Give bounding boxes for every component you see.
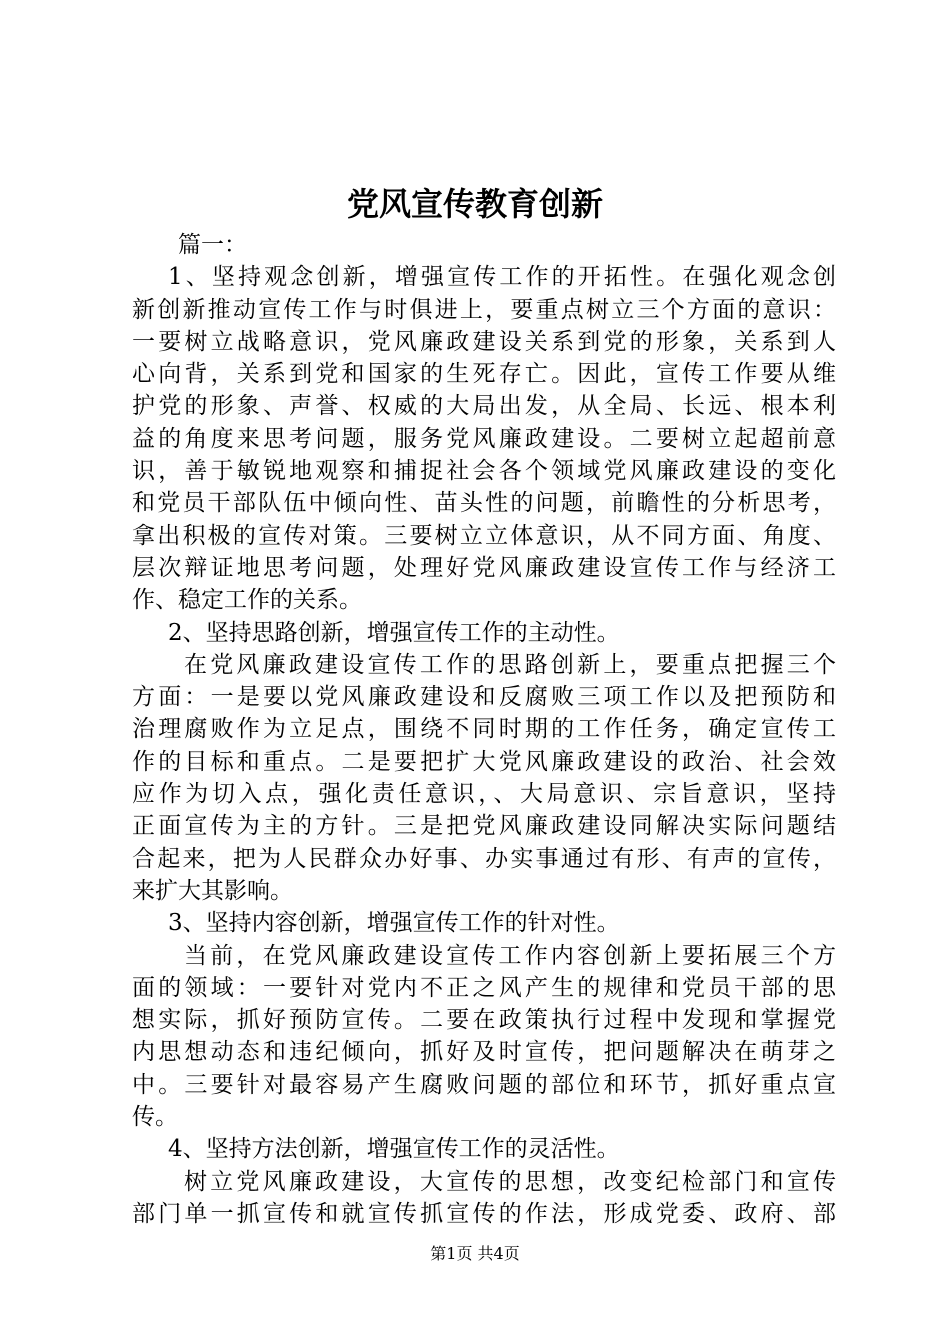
section-heading: 4、坚持方法创新，增强宣传工作的灵活性。 (168, 1136, 620, 1163)
document-body (132, 229, 836, 1230)
paragraph-line: 作、稳定工作的关系。 (132, 587, 362, 614)
paragraph-line: 层次辩证地思考问题，处理好党风廉政建设宣传工作与经济工 (132, 554, 836, 581)
paragraph-line: 心向背，关系到党和国家的生死存亡。因此，宣传工作要从维 (132, 361, 836, 388)
page-footer: 第1页 共4页 (430, 1244, 520, 1263)
paragraph-line: 来扩大其影响。 (132, 877, 293, 904)
paragraph-line: 护党的形象、声誉、权威的大局出发，从全局、长远、根本利 (132, 393, 836, 420)
paragraph-line: 益的角度来思考问题，服务党风廉政建设。二要树立起超前意 (132, 425, 836, 452)
paragraph-line: 树立党风廉政建设，大宣传的思想，改变纪检部门和宣传 (184, 1168, 836, 1195)
section-label: 篇一： (178, 232, 247, 258)
paragraph-line: 治理腐败作为立足点，围绕不同时期的工作任务，确定宣传工 (132, 716, 836, 743)
paragraph-line: 在党风廉政建设宣传工作的思路创新上，要重点把握三个 (184, 651, 836, 678)
paragraph-line: 方面：一是要以党风廉政建设和反腐败三项工作以及把预防和 (132, 684, 836, 711)
paragraph-line: 正面宣传为主的方针。三是把党风廉政建设同解决实际问题结 (132, 813, 836, 840)
paragraph-line: 识，善于敏锐地观察和捕捉社会各个领域党风廉政建设的变化 (132, 458, 836, 485)
paragraph-line: 想实际，抓好预防宣传。二要在政策执行过程中发现和掌握党 (132, 1007, 836, 1034)
section-heading: 2、坚持思路创新，增强宣传工作的主动性。 (168, 619, 620, 646)
paragraph-line: 拿出积极的宣传对策。三要树立立体意识，从不同方面、角度、 (132, 522, 836, 549)
paragraph-line: 部门单一抓宣传和就宣传抓宣传的作法，形成党委、政府、部 (132, 1200, 836, 1227)
paragraph-line: 1、坚持观念创新，增强宣传工作的开拓性。在强化观念创 (168, 264, 836, 291)
paragraph-line: 和党员干部队伍中倾向性、苗头性的问题，前瞻性的分析思考， (132, 490, 836, 517)
paragraph-line: 作的目标和重点。二是要把扩大党风廉政建设的政治、社会效 (132, 748, 836, 775)
paragraph-line: 传。 (132, 1104, 178, 1131)
paragraph-line: 当前，在党风廉政建设宣传工作内容创新上要拓展三个方 (184, 942, 836, 969)
page-title: 党风宣传教育创新 (346, 185, 603, 223)
paragraph-line: 新创新推动宣传工作与时俱进上，要重点树立三个方面的意识： (132, 296, 836, 323)
section-heading: 3、坚持内容创新，增强宣传工作的针对性。 (168, 910, 620, 937)
paragraph-line: 应作为切入点，强化责任意识，、大局意识、宗旨意识，坚持 (132, 781, 836, 808)
paragraph-line: 合起来，把为人民群众办好事、办实事通过有形、有声的宣传， (132, 845, 836, 872)
paragraph-line: 一要树立战略意识，党风廉政建设关系到党的形象，关系到人 (132, 328, 836, 355)
paragraph-line: 面的领域：一要针对党内不正之风产生的规律和党员干部的思 (132, 974, 836, 1001)
paragraph-line: 内思想动态和违纪倾向，抓好及时宣传，把问题解决在萌芽之 (132, 1039, 836, 1066)
paragraph-line: 中。三要针对最容易产生腐败问题的部位和环节，抓好重点宣 (132, 1071, 836, 1098)
